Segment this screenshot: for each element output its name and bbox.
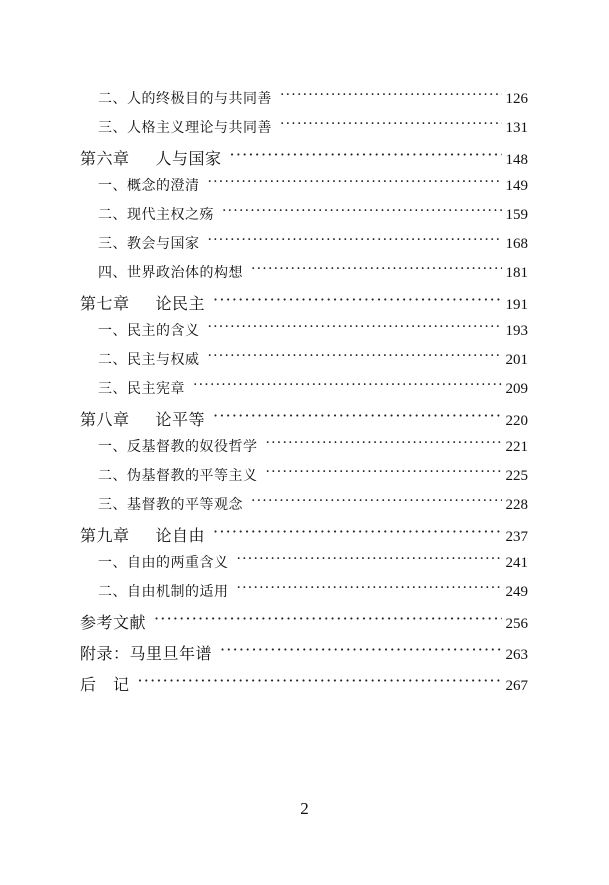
toc-entry: [98, 436, 528, 456]
toc-entry-page: 181: [505, 265, 528, 281]
toc-entry-label: 一、民主的含义: [98, 323, 200, 339]
dot-leader: [213, 525, 501, 541]
toc-chapter-label: [80, 523, 205, 546]
dot-leader: [208, 321, 502, 335]
toc-entry: [98, 117, 528, 137]
dot-leader: [251, 495, 502, 509]
toc-chapter-label: [80, 407, 205, 430]
dot-leader: [138, 674, 502, 690]
chapter-title: 论自由: [155, 526, 206, 545]
toc-entry-page: 168: [505, 236, 528, 252]
toc-entry: [98, 233, 528, 253]
toc-chapter-page: 148: [505, 152, 528, 168]
chapter-title: 人与国家: [155, 149, 222, 168]
toc-entry-page: 209: [505, 381, 528, 397]
toc-chapter-page: 220: [505, 413, 528, 429]
toc-entry-label: 四、世界政治体的构想: [98, 265, 243, 281]
toc-entry-page: 241: [505, 555, 528, 571]
toc-entry-label: 三、民主宪章: [98, 381, 185, 397]
toc-entry-label: 三、基督教的平等观念: [98, 497, 243, 513]
toc-entry-label: 二、伪基督教的平等主义: [98, 468, 258, 484]
toc-entry-label: 一、反基督教的奴役哲学: [98, 439, 258, 455]
chapter-title: 论民主: [155, 294, 206, 313]
dot-leader: [280, 89, 502, 103]
toc-entry-page: 159: [505, 207, 528, 223]
toc-entry: [98, 349, 528, 369]
toc-chapter-label: [80, 291, 205, 314]
toc-entry-page: 131: [505, 120, 528, 136]
toc-entry-page: 249: [505, 584, 528, 600]
toc-entry-page: 149: [505, 178, 528, 194]
toc-entry: [98, 465, 528, 485]
dot-leader: [237, 553, 502, 567]
toc-chapter-label: [80, 146, 222, 169]
toc-chapter: [80, 146, 528, 169]
chapter-number: 第七章: [80, 294, 130, 313]
toc-entry-label: 一、概念的澄清: [98, 178, 200, 194]
toc-entry-label: 二、民主与权威: [98, 352, 200, 368]
toc-entry-page: 221: [505, 439, 528, 455]
toc-entry: [98, 494, 528, 514]
toc-chapter-label: 参考文献: [80, 613, 147, 632]
dot-leader: [230, 148, 502, 164]
toc-entry-label: 三、人格主义理论与共同善: [98, 120, 272, 136]
toc-entry-label: 二、人的终极目的与共同善: [98, 91, 272, 107]
dot-leader: [280, 118, 502, 132]
dot-leader: [266, 466, 502, 480]
toc-chapter: [80, 672, 528, 695]
toc-entry-page: 201: [505, 352, 528, 368]
toc-chapter: [80, 523, 528, 546]
dot-leader: [251, 263, 502, 277]
toc-chapter: [80, 610, 528, 633]
toc-entry: [98, 320, 528, 340]
dot-leader: [266, 437, 502, 451]
toc-entry: [98, 175, 528, 195]
toc-entry-page: 228: [505, 497, 528, 513]
dot-leader: [208, 176, 502, 190]
dot-leader: [220, 643, 501, 659]
toc-chapter-page: 191: [505, 297, 528, 313]
dot-leader: [208, 234, 502, 248]
page-number: 2: [300, 799, 309, 818]
toc-chapter-page: 256: [505, 616, 528, 632]
chapter-number: 第九章: [80, 526, 130, 545]
toc-entry-label: 二、现代主权之殇: [98, 207, 214, 223]
toc-entry-page: 225: [505, 468, 528, 484]
toc-entry: [98, 552, 528, 572]
chapter-number: 第八章: [80, 410, 130, 429]
toc-chapter-page: 263: [505, 647, 528, 663]
toc-chapter: [80, 407, 528, 430]
dot-leader: [213, 293, 501, 309]
toc-entry-label: 二、自由机制的适用: [98, 584, 229, 600]
toc-entry-page: 193: [505, 323, 528, 339]
toc-entry: [98, 581, 528, 601]
toc-chapter: [80, 291, 528, 314]
dot-leader: [193, 379, 502, 393]
toc-chapter-label: 附录：马里旦年谱: [80, 644, 213, 663]
toc-entry-page: 126: [505, 91, 528, 107]
dot-leader: [208, 350, 502, 364]
toc-entry-label: 一、自由的两重含义: [98, 555, 229, 571]
chapter-number: 第六章: [80, 149, 130, 168]
toc-chapter-page: 267: [505, 678, 528, 694]
toc-entry: [98, 204, 528, 224]
toc-chapter-page: 237: [505, 529, 528, 545]
dot-leader: [213, 409, 501, 425]
toc-entry: [98, 378, 528, 398]
dot-leader: [154, 612, 501, 628]
toc-entry-label: 三、教会与国家: [98, 236, 200, 252]
toc-entry: [98, 262, 528, 282]
toc-entry: [98, 88, 528, 108]
dot-leader: [237, 582, 502, 596]
toc-chapter: [80, 641, 528, 664]
toc-chapter-label: 后 记: [80, 675, 130, 694]
dot-leader: [222, 205, 502, 219]
chapter-title: 论平等: [155, 410, 206, 429]
